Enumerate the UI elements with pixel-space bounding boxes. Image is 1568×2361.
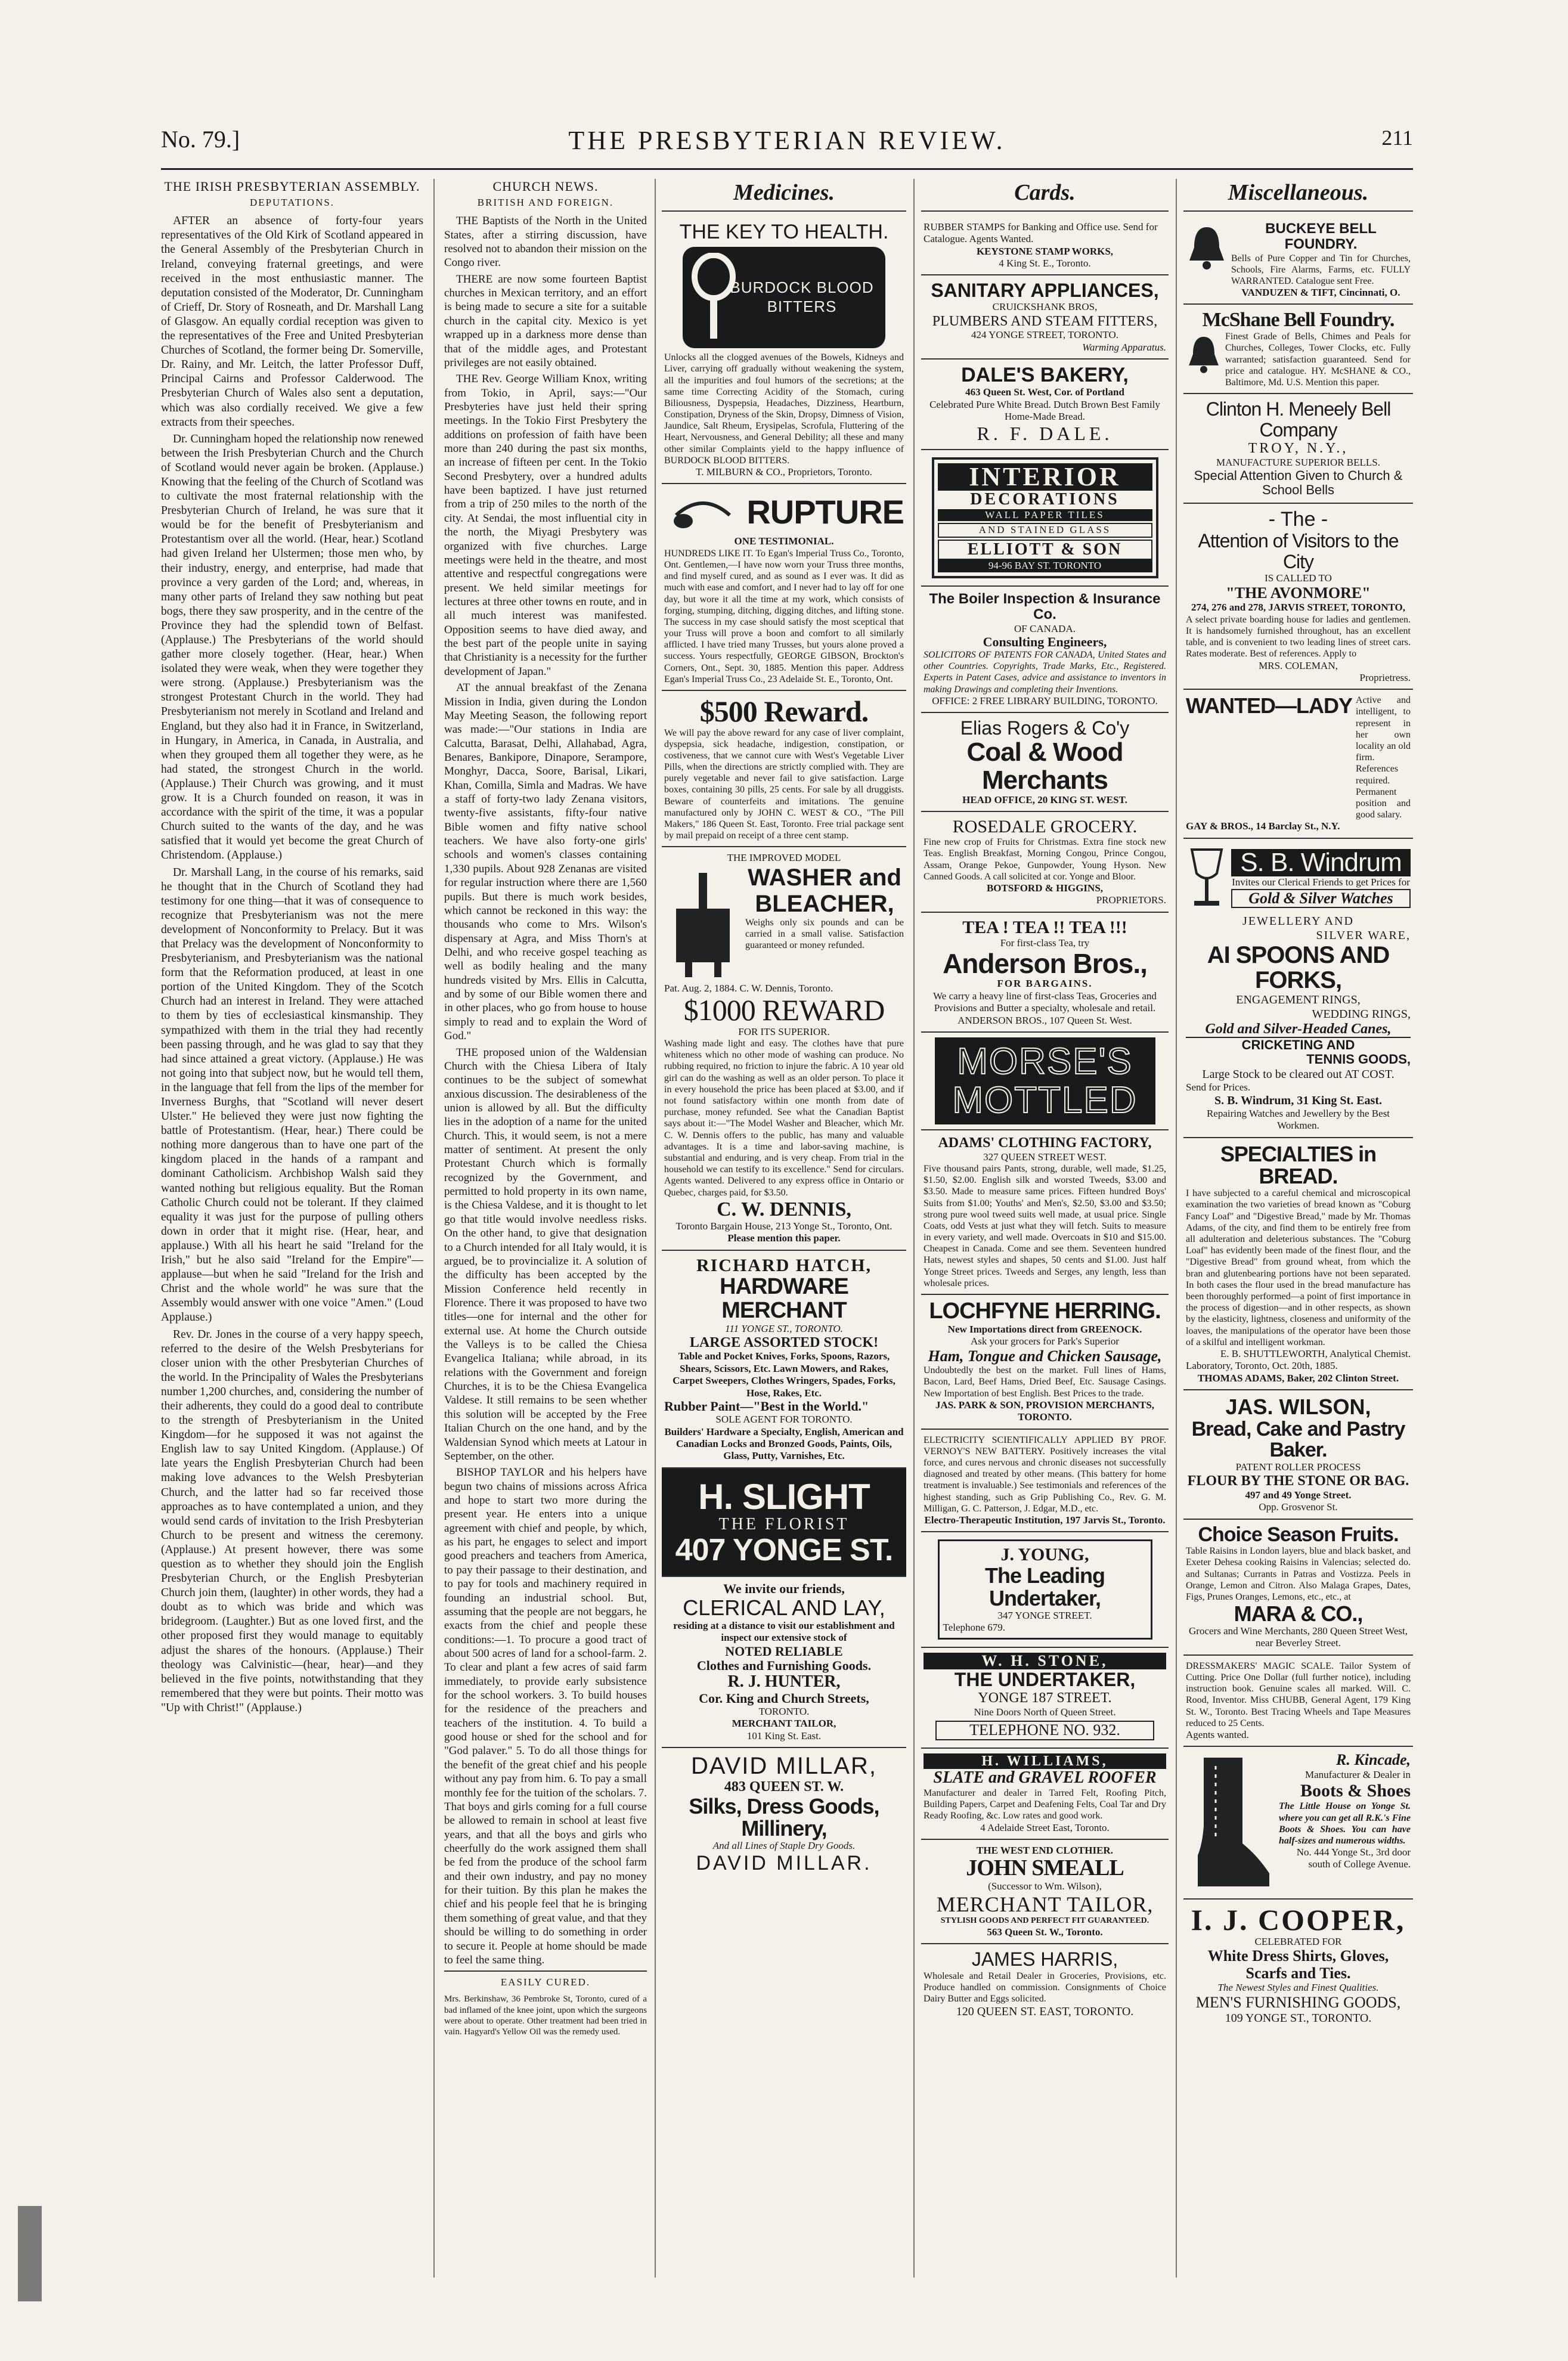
ad-address: 463 Queen St. West, Cor. of Portland bbox=[965, 386, 1124, 398]
ad-text: Table Raisins in London layers, blue and black basket, and Exeter Dehesa cooking Raisins in Valencias; selected do. and Sultanas; Currants in Patras and Vostizza. Peels in Orange, Lemon and Citron. Also Malaga Grapes, Dates, Figs, Prunes Oranges, Lemons, etc., etc., at bbox=[1186, 1546, 1411, 1603]
ad-proprietor: MRS. COLEMAN, bbox=[1259, 659, 1338, 671]
ad-address: S. B. Windrum, 31 King St. East. bbox=[1214, 1093, 1382, 1107]
ad-extra: Warming Apparatus. bbox=[1082, 341, 1166, 353]
ad-text: Fine new crop of Fruits for Christmas. Extra fine stock new Teas. English Breakfast, Morning Congou, Prince Congou, Assam, Orange Pekoe, Gunpowder, Young Hyson. New Canned Goods. A call solicited at cor. Yonge and Bloor. bbox=[924, 837, 1166, 882]
article-paragraph: BISHOP TAYLOR and his helpers have begun two chains of missions across Africa and hope to start two more during the present year. He enters into a unique agreement with chief and people, by which, as his part, he engages to select and import good preachers and teachers from America, to pay their passage to their destination, and to pay for tools and machinery required in founding an industrial school. But, assuming that the people are not beggars, he exacts from the chief and people these conditions:—1. To procure a good tract of about 500 acres of land for a school-farm. 2. To clear and plant a few acres of said farm immediately, to provide early subsistence for the school workers. 3. To build houses for the residence of the preachers and teachers of the institution. 4. To build a good house or shed for the school and for "God palaver." 5. To do all those things for the benefit of the great chief and his people without any pay from him. 6. To pay a small monthly fee for the tuition of the scholars. 7. That boys and girls coming for a full course be allowed to remain in school at least five years, and that all the boys and girls who cheerfully do the work assigned them shall be fed from the produce of the school farm and their own industry, and pay no money for their tuition. By this plan he makes the chief and his people feel that he is bringing them something of great value, and that they should be willing to do something in order to secure it. People at home should be made to feel the same thing. bbox=[444, 1466, 647, 1966]
ad-text: SOLICITORS OF PATENTS FOR CANADA, United States and other Countries. Copyrights, Trade Marks, Etc., Registered. Experts in Patent Cases, advice and assistance to inventors in making Drawings and completing their Inventions. bbox=[924, 650, 1166, 695]
ad-name: ELLIOTT & SON bbox=[938, 540, 1152, 560]
ad-address: 94-96 BAY ST. TORONTO bbox=[938, 560, 1152, 572]
ad-rubber-stamps bbox=[921, 216, 1169, 276]
ad-name: H. SLIGHT bbox=[698, 1476, 870, 1517]
ad-subtitle: DECORATIONS bbox=[970, 489, 1120, 509]
ad-wanted-lady bbox=[1183, 690, 1413, 838]
ad-the-avonmore bbox=[1183, 504, 1413, 690]
publication-title: THE PRESBYTERIAN REVIEW. bbox=[568, 126, 1006, 155]
article-church-news bbox=[444, 179, 647, 2278]
ad-text: We carry a heavy line of first-class Teas, Groceries and Provisions and Butter a specialty, wholesale and retail. bbox=[933, 990, 1157, 1014]
ad-name: KEYSTONE STAMP WORKS, bbox=[976, 245, 1114, 257]
ad-text: Washing made light and easy. The clothes have that pure whiteness which no other mode of washing can produce. No rubbing required, no friction to injure the fabric. A 10 year old girl can do the washing as well as an older person. To place it in every household the price has been placed at $3.00, and if not found satisfactory within one month from date of purchase, money refunded. See what the Canadian Baptist says about it:—"The Model Washer and Bleacher, which Mr. C. W. Dennis offers to the public, has many and valuable advantages. It is a time and labor-saving machine, is substantial and enduring, and is very cheap. From trial in the household we can testify to its excellence." Send for circulars. Agents wanted. Delivered to any express office in Ontario or Quebec, charges paid, for $3.50. bbox=[664, 1039, 904, 1198]
ad-address: 407 YONGE ST. bbox=[675, 1532, 893, 1567]
ad-electricity bbox=[921, 1430, 1169, 1533]
ad-text: HUNDREDS LIKE IT. To Egan's Imperial Truss Co., Toronto, Ont. Gentlemen,—I have now worn your Truss three months, and find myself cured, and as sound as I ever was. It did as much with ease and comfort, and I never had to lay off for one day, but wore it all the time at my work, which consists of forging, stumping, ditching, digging ditches, and lifting stone. The success in my case should satisfy the most sceptical that your Truss will prove a boon and comfort to all similarly afflicted. I have tried many Trusses, but yours alone proved a success. Yours respectfully, GEORGE GIBSON, Brockton's Corners, Ont., Sept. 30, 1885. Mention this paper. Address Egan's Imperial Truss Co., 23 Adelaide St. E., Toronto, Ont. bbox=[664, 548, 904, 684]
article-heading: CHURCH NEWS. bbox=[492, 179, 599, 194]
ad-builders: Builders' Hardware a Specialty, English, American and Canadian Locks and Bronzed Goods, Paints, Oils, Glass, Putty, Varnishes, Etc. bbox=[664, 1426, 904, 1462]
ad-name: R. Kincade, bbox=[1336, 1751, 1411, 1769]
ad-header: THE IMPROVED MODEL bbox=[727, 852, 841, 864]
ad-title: RUPTURE bbox=[746, 492, 904, 531]
ad-address: 563 Queen St. W., Toronto. bbox=[987, 1926, 1103, 1938]
key-icon bbox=[690, 253, 737, 342]
ad-dales-bakery bbox=[921, 360, 1169, 450]
ad-name: S. B. Windrum bbox=[1231, 849, 1411, 876]
ad-flour: FLOUR BY THE STONE OR BAG. bbox=[1187, 1473, 1409, 1489]
ad-name: C. W. DENNIS, bbox=[717, 1198, 851, 1220]
ad-rings: ENGAGEMENT RINGS, bbox=[1236, 993, 1361, 1006]
ad-tagline: FOR BARGAINS. bbox=[997, 978, 1093, 990]
ad-address: 483 QUEEN ST. W. bbox=[724, 1779, 844, 1795]
ad-repair: Repairing Watches and Jewellery by the Best Workmen. bbox=[1206, 1107, 1390, 1132]
article-paragraph: THERE are now some fourteen Baptist churches in Mexican territory, and an effort is being made to secure a site for a suitable church in the capital city. Mexico is yet wrapped up in a darkness more dense than that of the middle ages, and Protestant privileges are not easily obtained. bbox=[444, 272, 647, 369]
ad-ask: Ask your grocers for Park's Superior bbox=[970, 1336, 1120, 1347]
ad-title: SPECIALTIES in BREAD. bbox=[1220, 1141, 1377, 1189]
ad-celebrated: CELEBRATED FOR bbox=[1254, 1935, 1342, 1947]
ad-ham: Ham, Tongue and Chicken Sausage, bbox=[928, 1347, 1162, 1365]
ad-subtitle: MANUFACTURE SUPERIOR BELLS. bbox=[1216, 456, 1381, 468]
ad-text: ELECTRICITY SCIENTIFICALLY APPLIED BY PROF. VERNOY'S NEW BATTERY. Positively increases the vital force, and cures nervous and chronic diseases not successfully diagnosed and treated by other means. (This battery for home treatment is invaluable.) See testimonials and references of the highest standing, such as Grip Publishing Co., Rev. G. M. Milligan, G. C. Patterson, J. Edgar, M.D., etc. bbox=[924, 1434, 1166, 1514]
column-rule bbox=[1176, 179, 1177, 2278]
ad-i-j-cooper bbox=[1183, 1900, 1413, 2030]
ad-title: BUCKEYE BELL FOUNDRY. bbox=[1265, 220, 1377, 253]
ad-james-harris bbox=[921, 1944, 1169, 2024]
ad-title-line: WASHER and bbox=[748, 864, 901, 891]
ad-h-williams bbox=[921, 1749, 1169, 1840]
ad-subtitle: New Importations direct from GREENOCK. bbox=[947, 1323, 1142, 1335]
ad-reward-sub: FOR ITS SUPERIOR. bbox=[738, 1025, 830, 1037]
ad-david-millar bbox=[662, 1748, 906, 1879]
ad-subtitle: (Successor to Wm. Wilson), bbox=[988, 1880, 1102, 1892]
ad-address: 4 Adelaide Street East, Toronto. bbox=[980, 1821, 1110, 1833]
ad-text: DRESSMAKERS' MAGIC SCALE. Tailor System of Cutting. Price One Dollar (full further notice), including instruction book. Genuine scales all marked. Will. C. Rood, Inventor. Miss CHUBB, General Agent, 179 King St. W., Toronto. Best Tracing Wheels and Tape Measures reduced to 25 Cents. bbox=[1186, 1660, 1411, 1728]
ad-name: CRUICKSHANK BROS, bbox=[992, 301, 1098, 313]
truss-icon bbox=[670, 491, 736, 533]
ad-address: Toronto Bargain House, 213 Yonge St., Toronto, Ont. bbox=[675, 1220, 893, 1232]
ad-address: Grocers and Wine Merchants, 280 Queen Street West, near Beverley Street. bbox=[1189, 1625, 1408, 1649]
ad-text: Active and intelligent, to represent in her own locality an old firm. References required. Permanent position and good salary. bbox=[1356, 695, 1411, 820]
ad-title: THE UNDERTAKER, bbox=[954, 1669, 1136, 1691]
ad-line: AND STAINED GLASS bbox=[938, 523, 1152, 537]
notice-easily-cured bbox=[444, 1970, 647, 2038]
ad-signature: DAVID MILLAR. bbox=[696, 1851, 872, 1874]
ad-name: RICHARD HATCH, bbox=[696, 1255, 872, 1275]
ad-tag: Consulting Engineers, bbox=[983, 634, 1107, 649]
page-edge-shadow bbox=[18, 2206, 42, 2301]
ad-subtitle: ONE TESTIMONIAL. bbox=[734, 535, 834, 547]
ad-buckeye-bell bbox=[1183, 216, 1413, 305]
ad-list: Table and Pocket Knives, Forks, Spoons, Razors, Shears, Scissors, Etc. Lawn Mowers, and Rakes, Carpet Sweepers, Clothes Wringers, Spades, Forks, Hose, Rakes, Etc. bbox=[673, 1350, 895, 1399]
ad-title: INTERIOR bbox=[938, 463, 1152, 491]
ad-sole: SOLE AGENT FOR TORONTO. bbox=[715, 1414, 853, 1426]
ad-title: ROSEDALE GROCERY. bbox=[952, 817, 1138, 837]
ad-magic-scale bbox=[1183, 1656, 1413, 1747]
ad-canes: Gold and Silver-Headed Canes, bbox=[1186, 1021, 1411, 1038]
ad-name: JAS. PARK & SON, PROVISION MERCHANTS, TORONTO. bbox=[935, 1399, 1155, 1423]
article-paragraph: AFTER an absence of forty-four years representatives of the Old Kirk of Scotland appeared in the General Assembly of the Presbyterian Church in Ireland, conveying fraternal greetings, and were received in the most enthusiastic manner. The deputation consisted of the Moderator, Dr. Cunningham of Crieff, Dr. Story of Rosneath, and Dr. Marshall Lang of Glasgow. An equally cordial reception was given to the representatives of the Free and United Presbyterian Churches of Scotland, the former being Dr. Somerville, Dr. Rainy, and Mr. Leitch, the latter Professor Duff, Principal Cairns and Professor Calderwood. The Presbyterian Church of Wales also sent a deputation, which was also cordially received. We give a few extracts from their speeches. bbox=[161, 215, 423, 429]
article-subheading: BRITISH AND FOREIGN. bbox=[477, 197, 614, 209]
column-rule bbox=[913, 179, 915, 2278]
notice-heading: EASILY CURED. bbox=[500, 1976, 591, 1988]
ad-tennis: TENNIS GOODS, bbox=[1306, 1052, 1411, 1067]
ad-line: MORSE'S bbox=[957, 1040, 1133, 1082]
ad-subtitle: Nine Doors North of Queen Street. bbox=[974, 1706, 1116, 1718]
ad-title: TEA ! TEA !! TEA !!! bbox=[962, 917, 1127, 937]
ad-role: Proprietress. bbox=[1359, 671, 1411, 683]
ad-office: HEAD OFFICE, 20 KING ST. WEST. bbox=[962, 794, 1127, 805]
ad-subtitle: The Newest Styles and Finest Qualities. bbox=[1217, 1982, 1379, 1994]
ad-rings: WEDDING RINGS, bbox=[1312, 1007, 1411, 1021]
article-paragraph: THE proposed union of the Waldensian Church with the Chiesa Libera of Italy continues to be the subject of somewhat anxious discussion. The desirableness of the union is allowed by all. But the difficulty lies in the adoption of a name for the united Church. This, it would seem, is not a mere matter of sentiment. At present the only Protestant Church which is formally recognized by the Government, and permitted to hold property in its own name, is the Chiesa Valdese, and it is thought to let go that title would involve needless risks. On the other hand, to give that designation to a Church intended for all Italy would, it is argued, be to provincialize it. A solution of the difficulty has been accepted by the Mission Conference held recently in Florence. There it was proposed to have two titles—one for internal and the other for external use. At home the Church outside the Valleys is to be called the Chiesa Evangelica Italiana; while abroad, in its relations with the Government and foreign Churches, it is to be the Chiesa Evangelica Valdese. It still remains to be seen whether this solution will be accepted by the Free Italian Church on the one hand, and by the Waldensian Synod which meets at Latour in September, on the other. bbox=[444, 1046, 647, 1463]
ad-address: Electro-Therapeutic Institution, 197 Jarvis St., Toronto. bbox=[924, 1514, 1166, 1526]
ad-title: White Dress Shirts, Gloves, Scarfs and Ties. bbox=[1207, 1947, 1389, 1982]
ad-line: SILVER WARE, bbox=[1316, 928, 1411, 942]
section-heading: Cards. bbox=[921, 179, 1169, 212]
ad-text: Wholesale and Retail Dealer in Groceries, Provisions, etc. Produce handled on commission. Consignments of Choice Dairy Butter and Eggs solicited. bbox=[924, 1970, 1166, 2004]
ad-text: Celebrated Pure White Bread. Dutch Brown Best Family Home-Made Bread. bbox=[929, 398, 1160, 423]
ad-name: W. H. STONE, bbox=[924, 1653, 1166, 1670]
ad-rupture bbox=[662, 484, 906, 691]
ad-title: DALE'S BAKERY, bbox=[961, 364, 1129, 387]
ad-name: I. J. COOPER, bbox=[1191, 1903, 1406, 1937]
ad-title: Attention of Visitors to the City bbox=[1198, 530, 1399, 573]
ad-name: DAVID MILLAR, bbox=[691, 1753, 877, 1780]
ad-title: ADAMS' CLOTHING FACTORY, bbox=[938, 1135, 1152, 1151]
ad-phone: TELEPHONE NO. 932. bbox=[935, 1721, 1154, 1740]
ad-phone: Telephone 679. bbox=[943, 1622, 1006, 1634]
ad-title: LOCHFYNE HERRING. bbox=[929, 1299, 1161, 1324]
ad-name: JOHN SMEALL bbox=[966, 1855, 1124, 1881]
article-paragraph: Rev. Dr. Jones in the course of a very happy speech, referred to the desire of the Welsh Presbyterians for closer union with the other Presbyterian Churches of the world. In the Principality of Wales the Presbyterians number 1,200 churches, and, considering the number of their adherents, they could do a good deal to contribute to the strength of Presbyterianism in the United Kingdom—for he supposed it was not against the English law to say United Kingdom. (Applause.) Of late years the English Presbyterian Church had been making love advances to the Welsh Presbyterian Church, and the latter had so far received those approaches as to have contemplated a union, and they would send cards of invitation to the Irish Presbyterian Church to be present and witness the ceremony. (Applause.) At present however, there was some question as to whether they should join the English Presbyterian Church, or the English Presbyterian Church join them, (laughter) in other words, they had a doubt as to which was bride and which was bridegroom. (Laughter.) But as one loved first, and the other proposed first they would manage to equitably adjust the shares of the honours. (Applause.) Their theology was Calvinistic—(hear, hear)—and they believed in the five points, notwithstanding that they remembered that they were but points. Their motto was "Up with Christ!" (Applause.) bbox=[161, 1328, 423, 1714]
ad-opp: Opp. Grosvenor St. bbox=[1259, 1501, 1338, 1513]
article-heading: THE IRISH PRESBYTERIAN ASSEMBLY. bbox=[164, 179, 420, 194]
article-paragraph: Dr. Cunningham hoped the relationship now renewed between the Irish Presbyterian Church and the Church of Scotland would never again be broken. (Applause.) Knowing that the feeling of the Church of Scotland was to cultivate the most fraternal relationship with the Presbyterian Church of Ireland, he was sure that it would be for the benefit of Presbyterianism and Protestantism over all the world. (Hear, hear.) Scotland had given Ireland her Ulstermen; those men who, by their industry, energy, and enterprise, had made that province a very garden of the Lord; and, whereas, in many other parts of Ireland they saw nothing but peat bogs, there they saw prosperity, and in the centre of the Province they had the splendid town of Belfast. (Applause.) The Presbyterians of the world should gather more closely together. (Hear, hear.) When isolated they were weak, when they were together they were strong. (Applause.) Presbyterianism was the strongest Protestant Church in the world. They had Presbyterianism not merely in Scotland and Ireland and England, but they also had it in France, in Switzerland, in Hungary, in America, in Canada, in Australia, and when they grouped them all together they were, as he had stated, the strongest Church in the world. (Applause.) Their Church was growing, and it must grow. It is a Church founded on reason, it was in accordance with the spirit of the time, it was a popular Church suited to the wants of the day, and he was satisfied that it would yet become the great Church of Christendom. (Applause.) bbox=[161, 432, 423, 862]
ad-title: Bread, Cake and Pastry Baker. bbox=[1191, 1417, 1405, 1462]
article-subheading: DEPUTATIONS. bbox=[249, 197, 335, 209]
ad-name: VANDUZEN & TIFT, Cincinnati, O. bbox=[1241, 287, 1400, 299]
ad-special: Special Attention Given to Church & School Bells bbox=[1194, 468, 1403, 498]
ad-weight: Weighs only six pounds and can be carried in a small valise. Satisfaction guaranteed or money refunded. bbox=[745, 917, 904, 951]
ad-role: Manufacturer & Dealer in bbox=[1305, 1768, 1411, 1780]
ad-w-h-stone bbox=[921, 1648, 1169, 1749]
goblet-icon bbox=[1186, 846, 1228, 912]
ad-name: Anderson Bros., bbox=[943, 948, 1147, 980]
ad-name: Elias Rogers & Co'y bbox=[960, 717, 1130, 739]
ad-name: J. YOUNG, bbox=[1000, 1545, 1089, 1565]
ad-office: OFFICE: 2 FREE LIBRARY BUILDING, TORONTO. bbox=[932, 695, 1158, 707]
ad-address-2: 101 King St. East. bbox=[746, 1730, 822, 1742]
ad-title: The Leading Undertaker, bbox=[984, 1563, 1105, 1611]
ad-role: PROPRIETORS. bbox=[1096, 894, 1166, 906]
ad-title: The Boiler Inspection & Insurance Co. bbox=[929, 590, 1161, 623]
ad-name: GAY & BROS., 14 Barclay St., N.Y. bbox=[1186, 820, 1340, 832]
logo-text: BURDOCK BLOOD BITTERS bbox=[730, 278, 874, 316]
bell-icon bbox=[1186, 333, 1222, 375]
ad-title: WANTED—LADY bbox=[1186, 693, 1352, 718]
ad-adams-clothing bbox=[921, 1130, 1169, 1295]
ad-title: Boots & Shoes bbox=[1300, 1781, 1411, 1801]
ad-r-kincade bbox=[1183, 1747, 1413, 1900]
ad-title: Coal & Wood Merchants bbox=[966, 738, 1123, 795]
ad-address: ANDERSON BROS., 107 Queen St. West. bbox=[957, 1014, 1132, 1026]
ad-signature: E. B. SHUTTLEWORTH, Analytical Chemist. bbox=[1220, 1347, 1411, 1359]
ad-line: WALL PAPER TILES bbox=[938, 509, 1152, 521]
ad-s-b-windrum bbox=[1183, 839, 1413, 1138]
ad-mention: Please mention this paper. bbox=[727, 1232, 841, 1244]
ad-city: TORONTO. bbox=[758, 1706, 810, 1718]
ad-j-young bbox=[921, 1532, 1169, 1647]
article-paragraph: Dr. Marshall Lang, in the course of his remarks, said he thought that in the Church of Scotland they had testimony for one thing—that it was of consequence to recognize that Presbyterianism was not the mere development of Nonconformity to Prelacy. But it was that Prelacy was the development of Nonconformity to Presbyterianism, and Presbyterianism was the national form that the Reformation produced, at least in one portion of the United Kingdom. They of the Scotch Church had an interest in Ireland. They were attached to them by ties of ecclesiastical kinsmanship. They sympathized with them in the trial they had recently been passing through, and he was glad to say that they had since attained a great victory. (Applause.) He was not going into that subject now, but he would tell them, in the language that fell from the lips of the member for Inverness Burghs, that "Scotland will never desert Ulster." He believed they were just now fighting the battle of Protestantism. (Hear, hear.) There could be nothing more dangerous than to have one part of the kingdom placed in the hands of a rampant and dominant Catholicism. Archbishop Walsh said they wanted nothing but religious equality. But the Roman Catholic Church could not be tolerant. If they claimed equality it was just for the purpose of pulling others down in order that it might rise. (Hear, hear, and applause.) With all his heart he said "Ireland for the Irish," but he also said "Ireland for the Empire"—applause—but when he said "Ireland for the Irish and Christ and the whole world" he was sure that the Assembly would answer with one voice "Amen." (Loud Applause.) bbox=[161, 866, 423, 1324]
article-paragraph: THE Rev. George William Knox, writing from Tokio, in April, says:—"Our Presbyteries have just held their spring meetings. In the Tokio First Presbytery the additions on profession of faith have been more than 240 during the past six months, an increase of fifteen per cent. In the Tokio Second Presbytery, over a hundred adults have been baptized. I have just returned from a trip of 250 miles to the north of the city. At Sendai, the most influential city in the north, the Miyagi Presbytery was organized with five churches. Large meetings were held in the theatre, and most attentive and respectful congregations were present. We held similar meetings for lectures at three other towns en route, and in all much interest was manifested. Opposition seems to have died away, and the best part of the people unite in saying that Christianity is a necessity for the further development of Japan." bbox=[444, 373, 647, 678]
ad-burdock-blood-bitters bbox=[662, 216, 906, 485]
ad-title: THE KEY TO HEALTH. bbox=[679, 220, 889, 243]
article-irish-assembly bbox=[161, 179, 423, 2278]
ad-trade: PLUMBERS AND STEAM FITTERS, bbox=[932, 313, 1158, 329]
running-header bbox=[161, 125, 1413, 173]
ad-sanitary bbox=[921, 275, 1169, 360]
bell-icon bbox=[1186, 224, 1228, 271]
issue-number: No. 79.] bbox=[161, 126, 240, 153]
ad-agents: Agents wanted. bbox=[1186, 1728, 1249, 1740]
ad-elias-rogers bbox=[921, 713, 1169, 812]
ad-interior-decorations bbox=[921, 450, 1169, 587]
ad-header: THE WEST END CLOTHIER. bbox=[977, 1845, 1113, 1856]
page-number: 211 bbox=[1381, 126, 1413, 150]
ads-miscellaneous bbox=[1183, 179, 1413, 2278]
ad-tag: STYLISH GOODS AND PERFECT FIT GUARANTEED. bbox=[940, 1916, 1149, 1926]
ad-meneely-bell bbox=[1183, 394, 1413, 504]
ad-invite: We invite our friends, bbox=[723, 1581, 845, 1597]
ad-title: SLATE and GRAVEL ROOFER bbox=[933, 1768, 1157, 1787]
ad-patent: Pat. Aug. 2, 1884. C. W. Dennis, Toronto. bbox=[664, 982, 833, 994]
ad-address: 497 and 49 Yonge Street. bbox=[1245, 1489, 1352, 1501]
ad-anderson-bros bbox=[921, 913, 1169, 1033]
ad-text: residing at a distance to visit our establishment and inspect our extensive stock of bbox=[673, 1619, 895, 1644]
ad-name: R. J. HUNTER, bbox=[727, 1672, 841, 1691]
ad-text: Bells of Pure Copper and Tin for Churches, Schools, Fire Alarms, Farms, etc. FULLY WARRANTED. Catalogue sent Free. bbox=[1231, 253, 1411, 286]
ad-text: We will pay the above reward for any case of liver complaint, dyspepsia, sick headache, indigestion, constipation, or costiveness, that we cannot cure with West's Vegetable Liver Pills, when the directions are strictly complied with. They are purely vegetable and never fail to give satisfaction. Large boxes, containing 30 pills, 25 cents. For sale by all druggists. Beware of counterfeits and imitations. The genuine manufactured only by JOHN C. WEST & CO., "The Pill Makers," 186 Queen St. East, Toronto. Free trial package sent by mail prepaid on receipt of a three cent stamp. bbox=[664, 727, 904, 841]
ad-line: MOTTLED bbox=[952, 1080, 1138, 1121]
ad-stock: Large Stock to be cleared out AT COST. bbox=[1202, 1067, 1395, 1081]
ad-paint: Rubber Paint—"Best in the World." bbox=[664, 1399, 869, 1414]
ad-line: JEWELLERY AND bbox=[1242, 914, 1354, 928]
ad-rosedale-grocery bbox=[921, 812, 1169, 913]
ad-address: THOMAS ADAMS, Baker, 202 Clinton Street. bbox=[1197, 1372, 1399, 1384]
ad-title: Choice Season Fruits. bbox=[1198, 1523, 1399, 1546]
ad-role: THE FLORIST bbox=[718, 1514, 850, 1533]
ad-choice-fruits bbox=[1183, 1520, 1413, 1656]
ad-500-reward bbox=[662, 691, 906, 847]
ad-the: - The - bbox=[1268, 507, 1328, 531]
ad-title: Silks, Dress Goods, Millinery, bbox=[689, 1793, 879, 1841]
notice-text: Mrs. Berkinshaw, 36 Pembroke St, Toronto, cured of a bad inflamed of the knee joint, upon which the surgeons were about to operate. Other treatment had been tried in vain. Hagyard's Yellow Oil was the remedy used. bbox=[444, 1994, 647, 2037]
ad-name: BOTSFORD & HIGGINS, bbox=[986, 882, 1104, 894]
ad-subtitle: OF CANADA. bbox=[1014, 622, 1076, 634]
burdock-logo bbox=[683, 247, 885, 348]
ad-goods-line: Clothes and Furnishing Goods. bbox=[696, 1657, 872, 1673]
ad-address: YONGE 187 STREET. bbox=[978, 1690, 1112, 1706]
column-rule bbox=[433, 179, 435, 2278]
ad-lochfyne-herring bbox=[921, 1295, 1169, 1430]
ad-h-slight bbox=[662, 1468, 906, 1577]
ad-address: 120 QUEEN ST. EAST, TORONTO. bbox=[956, 2005, 1134, 2019]
ad-title: $500 Reward. bbox=[699, 695, 869, 729]
ad-reward: $1000 REWARD bbox=[683, 993, 885, 1027]
ad-name: MARA & CO., bbox=[1234, 1601, 1363, 1626]
ad-address: 327 QUEEN STREET WEST. bbox=[983, 1151, 1107, 1163]
ad-john-smeall bbox=[921, 1840, 1169, 1944]
ad-text: Finest Grade of Bells, Chimes and Peals for Churches, Colleges, Tower Clocks, etc. Fully warranted; satisfaction guaranteed. Send for price and catalogue. HY. McSHANE & CO., Baltimore, Md. U.S. Mention this paper. bbox=[1225, 331, 1411, 388]
ad-title: CLERICAL AND LAY, bbox=[683, 1595, 885, 1621]
ad-goods: NOTED RELIABLE bbox=[725, 1643, 843, 1659]
washer-icon bbox=[664, 867, 742, 980]
article-paragraph: THE Baptists of the North in the United States, after a stirring discussion, have resolved not to abandon their mission on the Congo river. bbox=[444, 215, 647, 269]
ad-address: 274, 276 and 278, JARVIS STREET, TORONTO, bbox=[1191, 602, 1406, 614]
ad-name: JAS. WILSON, bbox=[1225, 1395, 1371, 1420]
ad-text: The Little House on Yonge St. where you can get all R.K.'s Fine Boots & Shoes. You can have half-sizes and numerous widths. bbox=[1279, 1801, 1411, 1846]
ad-subtitle: PATENT ROLLER PROCESS bbox=[1235, 1461, 1361, 1473]
ad-address: No. 444 Yonge St., 3rd door south of College Avenue. bbox=[1296, 1846, 1411, 1870]
ad-text: I have subjected to a careful chemical and microscopical examination the two varieties of bread known as "Coburg Fancy Loaf" and "Digestive Bread," made by Mr. Thomas Adams, of the city, and find them to be entirely free from all adulteration and deleterious substances. The "Coburg Loaf" has evidently been made of the finest flour, and the "Digestive Bread" from ground wheat, from which the bran and glutenbearing portions have not been separated. In both cases the flour used in the bread manufacture has been thoroughly performed—a point of first importance in the process of digestion—and in other respects, as shown by the elasticity, lightness, closeness and uniformity of the loaves, the manipulations of the operator have been those of a skilful and intelligent workman. bbox=[1186, 1188, 1411, 1347]
ad-send: Send for Prices. bbox=[1186, 1081, 1251, 1093]
ad-called: IS CALLED TO bbox=[1265, 572, 1332, 584]
header-rule bbox=[161, 168, 1413, 170]
ad-tagline: LARGE ASSORTED STOCK! bbox=[689, 1335, 879, 1351]
ad-text: Manufacturer and dealer in Tarred Felt, Roofing Pitch, Building Papers, Carpet and Deafening Felts, Coal Tar and Dry Ready Roofing, &c. Low rates and good work. bbox=[924, 1788, 1166, 1821]
ad-title-line: BLEACHER, bbox=[755, 890, 894, 917]
ad-trade: MERCHANT TAILOR, bbox=[732, 1718, 836, 1730]
ad-morses-mottled bbox=[921, 1033, 1169, 1130]
ad-boiler-inspection bbox=[921, 587, 1169, 714]
ad-title: McShane Bell Foundry. bbox=[1202, 309, 1395, 331]
ad-name: "THE AVONMORE" bbox=[1226, 584, 1371, 602]
ad-address: 424 YONGE STREET, TORONTO. bbox=[971, 329, 1118, 341]
ad-address: Cor. King and Church Streets, bbox=[699, 1690, 869, 1706]
section-heading: Medicines. bbox=[662, 179, 906, 212]
ad-spoons: AI SPOONS AND FORKS, bbox=[1207, 941, 1390, 993]
ad-goods: MEN'S FURNISHING GOODS, bbox=[1195, 1993, 1401, 2011]
ad-mcshane-bell bbox=[1183, 305, 1413, 394]
article-paragraph: AT the annual breakfast of the Zenana Mission in India, given during the London May Meeting Season, the following report was made:—"Our stations in India are Calcutta, Barasat, Delhi, Allahabad, Agra, Benares, Bankipore, Dinapore, Serampore, Monghyr, Dacca, Soore, Barisal, Likari, Khan, Comilla, Simla and Madras. We have a staff of forty-two lady Zenana visitors, twenty-five assistants, fifty-four native Bible women and fifty native school teachers. We have also forty-one girls' schools and women's classes containing 1,330 pupils. About 928 Zenanas are visited for regular instruction where there are 1,560 pupils. But there is much work besides, which cannot be reckoned in this way: the thousands who come to Mrs. Wilson's dispensary at Agra, and Miss Thorn's at Delhi, and who receive gospel teaching as well as bodily healing and the many hundreds visited by Mrs. Ellis in Calcutta, and by some of our Bible women there and in other places, who go from house to house simply to read and to explain the Word of God." bbox=[444, 681, 647, 1043]
section-heading: Miscellaneous. bbox=[1183, 179, 1413, 212]
ad-address: 111 YONGE ST., TORONTO. bbox=[725, 1322, 843, 1334]
ad-washer-bleacher bbox=[662, 847, 906, 1250]
ad-lab: Laboratory, Toronto, Oct. 20th, 1885. bbox=[1186, 1360, 1338, 1372]
ad-title: MERCHANT TAILOR, bbox=[936, 1892, 1154, 1916]
ad-invite: Invites our Clerical Friends to get Prices for bbox=[1232, 876, 1410, 888]
ad-name: JAMES HARRIS, bbox=[971, 1948, 1118, 1970]
ad-address: 347 YONGE STREET. bbox=[997, 1609, 1092, 1621]
ad-text: Undoubtedly the best on the market. Full lines of Hams, Bacon, Lard, Beef Hams, Dried Beef, Etc. Sausage Casings. New Importation of best English. Best Prices to the trade. bbox=[924, 1365, 1166, 1399]
ad-name: H. WILLIAMS, bbox=[924, 1753, 1166, 1769]
ad-r-j-hunter bbox=[662, 1577, 906, 1748]
ad-lines: And all Lines of Staple Dry Goods. bbox=[712, 1840, 856, 1852]
column-rule bbox=[655, 179, 656, 2278]
ad-name: R. F. DALE. bbox=[977, 422, 1113, 444]
ad-text: A select private boarding house for ladies and gentlemen. It is handsomely furnished throughout, has an excellent table, and is convenient to two leading lines of street cars. Rates moderate. Best of references. Apply to bbox=[1186, 614, 1411, 659]
ad-city: TROY, N.Y., bbox=[1248, 441, 1349, 457]
ad-address: 109 YONGE ST., TORONTO. bbox=[1225, 2012, 1372, 2025]
ad-address: 4 King St. E., Toronto. bbox=[999, 257, 1091, 269]
ad-subtitle: For first-class Tea, try bbox=[1000, 937, 1090, 949]
ad-cricket: CRICKETING AND bbox=[1241, 1037, 1355, 1053]
ads-cards bbox=[921, 179, 1169, 2278]
ad-watches: Gold & Silver Watches bbox=[1231, 889, 1411, 909]
ad-text: Unlocks all the clogged avenues of the Bowels, Kidneys and Liver, carrying off gradually without weakening the system, all the impurities and foul humors of the secretions; at the same time Correcting Acidity of the Stomach, curing Biliousness, Dyspepsia, Headaches, Dizziness, Heartburn, Constipation, Dryness of the Skin, Dropsy, Dimness of Vision, Jaundice, Salt Rheum, Erysipelas, Scrofula, Fluttering of the Heart, Nervousness, and General Debility; all these and many other similar Complaints yield to the happy influence of BURDOCK BLOOD BITTERS. bbox=[664, 352, 904, 466]
boot-icon bbox=[1186, 1754, 1275, 1891]
ad-text: Five thousand pairs Pants, strong, durable, well made, $1.25, $1.50, $2.00. English silk and worsted Tweeds, $3.00 and $3.50. Made to measure same prices. Fifteen hundred Boys' Suits from $1.00; Youths' and Men's, $2.50, $3.00 and $3.50; strong pure wool tweed suits well made, at usual price. Single Coats, odd Vests at just what they will fetch. Suits to measure in every variety, and well made. Overcoats in $10 and $15.00. Cheapest in Canada. Come and see them. Seventeen hundred Hats, newest styles and shapes, 50 cents and $1.00. Just half Yonge Street prices. Tweeds and Serges, any length, less than wholesale prices. bbox=[924, 1163, 1166, 1288]
ad-title: HARDWARE MERCHANT bbox=[720, 1274, 848, 1323]
ad-richard-hatch bbox=[662, 1251, 906, 1468]
ad-title: SANITARY APPLIANCES, bbox=[931, 280, 1159, 302]
ad-specialties-bread bbox=[1183, 1138, 1413, 1390]
ad-maker: T. MILBURN & CO., Proprietors, Toronto. bbox=[696, 466, 872, 478]
ad-title: Clinton H. Meneely Bell Company bbox=[1206, 398, 1391, 441]
ad-text: RUBBER STAMPS for Banking and Office use. Send for Catalogue. Agents Wanted. bbox=[924, 221, 1158, 245]
ads-medicines bbox=[662, 179, 906, 2278]
ad-jas-wilson bbox=[1183, 1390, 1413, 1520]
